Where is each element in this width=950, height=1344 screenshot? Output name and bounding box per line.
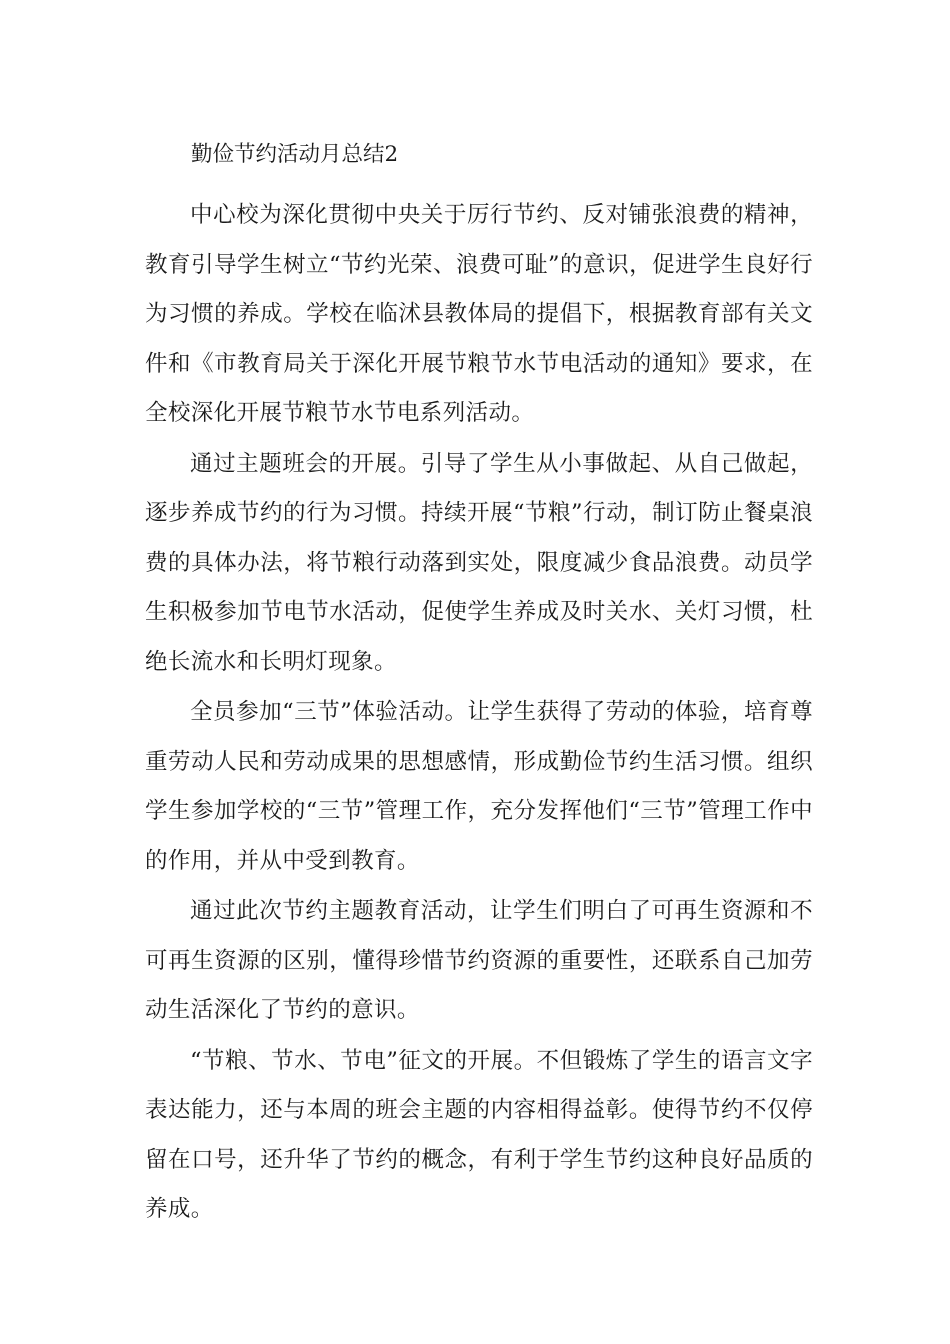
- paragraph-resources: 通过此次节约主题教育活动，让学生们明白了可再生资源和不可再生资源的区别，懂得珍惜节约资源的重要性，还联系自己加劳动生活深化了节约的意识。: [145, 898, 813, 1023]
- paragraph-class-meeting: 通过主题班会的开展。引导了学生从小事做起、从自己做起，逐步养成节约的行为习惯。持续开展“节粮”行动，制订防止餐桌浪费的具体办法，将节粮行动落到实处，限度减少食品浪费。动员学生积极参加节电节水活动，促使学生养成及时关水、关灯习惯，杜绝长流水和长明灯现象。: [145, 450, 813, 675]
- paragraph-three-savings: 全员参加“三节”体验活动。让学生获得了劳动的体验，培育尊重劳动人民和劳动成果的思想感情，形成勤俭节约生活习惯。组织学生参加学校的“三节”管理工作，充分发挥他们“三节”管理工作中的作用，并从中受到教育。: [145, 699, 813, 874]
- document-body: [145, 131, 813, 1235]
- document-title: 勤俭节约活动月总结2: [191, 142, 399, 167]
- paragraph-intro: 中心校为深化贯彻中央关于厉行节约、反对铺张浪费的精神，教育引导学生树立“节约光荣、浪费可耻”的意识，促进学生良好行为习惯的养成。学校在临沭县教体局的提倡下，根据教育部有关文件和《市教育局关于深化开展节粮节水节电活动的通知》要求，在全校深化开展节粮节水节电系列活动。: [145, 202, 813, 426]
- paragraph-essay: “节粮、节水、节电”征文的开展。不但锻炼了学生的语言文字表达能力，还与本周的班会主题的内容相得益彰。使得节约不仅停留在口号，还升华了节约的概念，有利于学生节约这种良好品质的养成。: [145, 1047, 813, 1222]
